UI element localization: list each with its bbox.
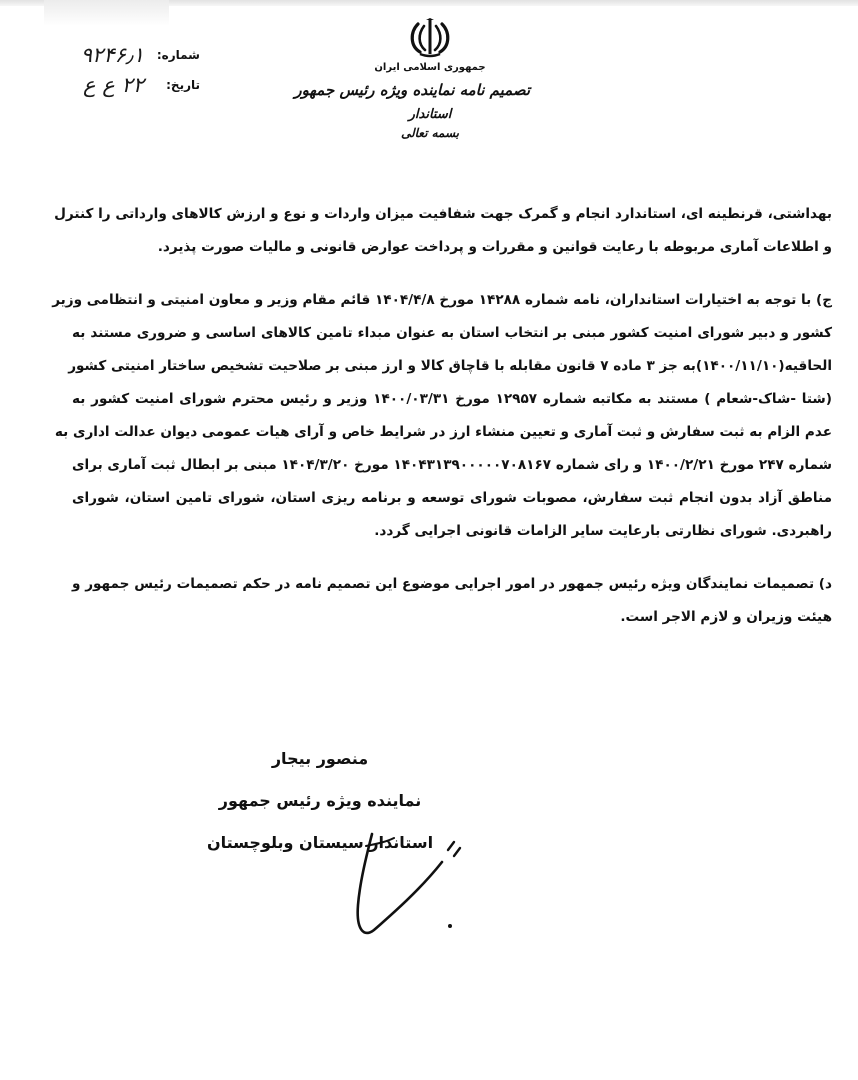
paragraph-d [72, 568, 832, 634]
invocation: بسمه تعالی [400, 126, 460, 140]
decree-title: تصمیم نامه نماینده ویژه رئیس جمهور [294, 81, 530, 99]
letter-number-row [40, 40, 200, 70]
body-line: و اطلاعات آماری مربوطه با رعایت قوانین و مقررات و پرداخت عوارض قانونی و مالیات صورت پذیرد. [157, 239, 832, 255]
signatory-name: منصور بیجار [271, 749, 369, 768]
paragraph-continuation [54, 198, 832, 264]
republic-name: جمهوری اسلامی ایران [374, 62, 486, 73]
letter-meta [40, 40, 200, 100]
signature-block [200, 738, 440, 864]
body-line: هیئت وزیران و لازم الاجر است. [620, 609, 832, 625]
signatory-title: نماینده ویژه رئیس جمهور [218, 791, 422, 810]
paragraph-c [52, 284, 833, 548]
body-line: عدم الزام به ثبت سفارش و ثبت آماری و تعیین منشاء ارز در شرایط خاص و آرای هیات عمومی دیوان عدالت اداری به [54, 424, 832, 440]
letter-date-label: تاریخ: [166, 78, 200, 92]
letter-date-row [40, 70, 200, 100]
body-line: الحاقیه(۱۴۰۰/۱۱/۱۰)به جز ۳ ماده ۷ قانون مقابله با قاچاق کالا و ارز مبنی بر صلاحیت تشخیص ساختار امنیتی کشور [68, 358, 832, 374]
body-line: مناطق آزاد بدون انجام ثبت سفارش، مصوبات شورای توسعه و برنامه ریزی استان، شورای تامین استان، شورای [72, 490, 832, 506]
body-line: کشور و دبیر شورای امنیت کشور مبنی بر انتخاب استان به عنوان مبداء تامین کالاهای اساسی و ضروری مستند به [72, 325, 832, 341]
body-line: بهداشتی، قرنطینه ای، استاندارد انجام و گمرک جهت شفافیت میزان واردات و نوع و ارزش کالاهای وارداتی را کنترل [54, 206, 832, 222]
letter-number-value: ۹۲۴۶٫۱ [80, 43, 144, 67]
body-line: شماره ۲۴۷ مورخ ۱۴۰۰/۲/۲۱ و رای شماره ۱۴۰۴۳۱۳۹۰۰۰۰۰۷۰۸۱۶۷ مورخ ۱۴۰۴/۳/۲۰ مبنی بر ابطال ثبت آماری برای [72, 457, 833, 473]
body-line: ج) با توجه به اختیارات استانداران، نامه شماره ۱۴۲۸۸ مورخ ۱۴۰۴/۴/۸ قائم مقام وزیر و معاون امنیتی و انتظامی وزیر [52, 292, 832, 308]
body-line: راهبردی. شورای نظارتی بارعایت سایر الزامات قانونی اجرایی گردد. [374, 523, 832, 539]
body-line: د) تصمیمات نمایندگان ویژه رئیس جمهور در امور اجرایی موضوع این تصمیم نامه در حکم تصمیمات رئیس جمهور و [72, 576, 832, 592]
office-name: استاندار [408, 107, 452, 122]
scan-edge-shadow [44, 0, 169, 26]
body-line: (شتا -شاک-شعام ) مستند به مکاتبه شماره ۱۲۹۵۷ مورخ ۱۴۰۰/۰۳/۳۱ وزیر و رئیس محترم شورای امنیت کشور به [72, 391, 833, 407]
signatory-office: استاندار سیستان وبلوچستان [206, 833, 434, 852]
letterhead [294, 18, 530, 140]
letter-number-label: شماره: [156, 48, 200, 62]
letter-date-value: ۲۲ ع ع [83, 73, 144, 97]
iran-emblem-icon [408, 18, 452, 60]
letter-body [52, 198, 833, 654]
